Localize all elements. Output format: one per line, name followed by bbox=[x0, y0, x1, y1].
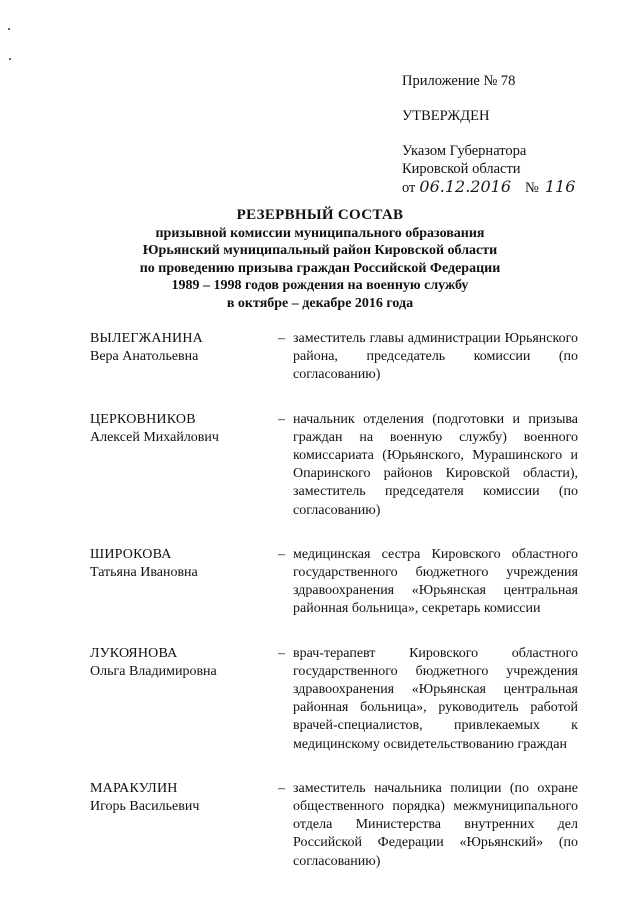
member-role: врач-терапевт Кировского областного государственного бюджетного учреждения здравоохранения «Юрьянская центральная районная больница», руководитель работой врачей-специалистов, привлекаемых к медицинскому освидетельствованию граждан bbox=[293, 645, 578, 752]
member-dash: – bbox=[278, 331, 285, 346]
member-name bbox=[90, 780, 278, 871]
approval-block bbox=[402, 72, 575, 197]
title-line-2: призывной комиссии муниципального образования bbox=[155, 225, 485, 241]
title-line-6: в октябре – декабре 2016 года bbox=[226, 295, 414, 311]
scan-speck bbox=[8, 28, 10, 30]
member-surname: ЦЕРКОВНИКОВ bbox=[90, 411, 196, 427]
member-dash: – bbox=[278, 645, 285, 661]
member-role: начальник отделения (подготовки и призыва граждан на военную службу) военного комиссариата (Юрьянского, Мурашинского и Опаринского районов Кировской области), заместитель председателя комиссии (по согласованию) bbox=[293, 411, 578, 518]
member-given-names: Вера Анатольевна bbox=[90, 349, 199, 365]
member-entry bbox=[90, 330, 580, 385]
member-entry bbox=[90, 411, 580, 520]
member-dash: – bbox=[278, 546, 285, 562]
document-title bbox=[0, 207, 640, 313]
member-entry bbox=[90, 546, 580, 619]
member-name bbox=[90, 330, 278, 385]
member-role: заместитель начальника полиции (по охране общественного порядка) межмуниципального отдела Министерства внутренних дел Российской Федерации «Юрьянский» (по согласованию) bbox=[293, 780, 578, 869]
decree-date-row bbox=[402, 178, 575, 197]
member-surname: ВЫЛЕГЖАНИНА bbox=[90, 331, 203, 346]
scan-speck bbox=[9, 58, 11, 60]
member-surname: ШИРОКОВА bbox=[90, 546, 172, 562]
date-prefix: от bbox=[402, 180, 416, 196]
title-main: РЕЗЕРВНЫЙ СОСТАВ bbox=[236, 207, 404, 223]
decree-line-2: Кировской области bbox=[402, 161, 521, 177]
title-line-3: Юрьянский муниципальный район Кировской области bbox=[142, 243, 498, 259]
member-given-names: Алексей Михайлович bbox=[90, 429, 219, 445]
member-list bbox=[90, 330, 580, 897]
number-prefix: № bbox=[525, 180, 539, 196]
member-role: заместитель главы администрации Юрьянского района, председатель комиссии (по согласованию) bbox=[293, 331, 578, 383]
member-entry bbox=[90, 645, 580, 754]
member-role: медицинская сестра Кировского областного государственного бюджетного учреждения здравоохранения «Юрьянская центральная районная больница», секретарь комиссии bbox=[293, 546, 578, 617]
member-entry bbox=[90, 780, 580, 871]
member-surname: ЛУКОЯНОВА bbox=[90, 645, 178, 661]
approved-label: УТВЕРЖДЕН bbox=[402, 108, 490, 124]
member-dash: – bbox=[278, 411, 285, 427]
member-dash: – bbox=[278, 780, 285, 796]
member-name bbox=[90, 645, 278, 754]
member-given-names: Игорь Васильевич bbox=[90, 799, 200, 815]
member-given-names: Татьяна Ивановна bbox=[90, 565, 198, 581]
member-name bbox=[90, 546, 278, 619]
member-given-names: Ольга Владимировна bbox=[90, 663, 217, 679]
handwritten-date: 06.12.2016 bbox=[419, 177, 512, 196]
member-surname: МАРАКУЛИН bbox=[90, 780, 178, 796]
title-line-4: по проведению призыва граждан Российской Федерации bbox=[139, 260, 501, 276]
appendix-label: Приложение № 78 bbox=[402, 73, 516, 89]
title-line-5: 1989 – 1998 годов рождения на военную службу bbox=[171, 278, 469, 294]
member-name bbox=[90, 411, 278, 520]
handwritten-number: 116 bbox=[544, 177, 576, 196]
decree-line-1: Указом Губернатора bbox=[402, 143, 527, 159]
